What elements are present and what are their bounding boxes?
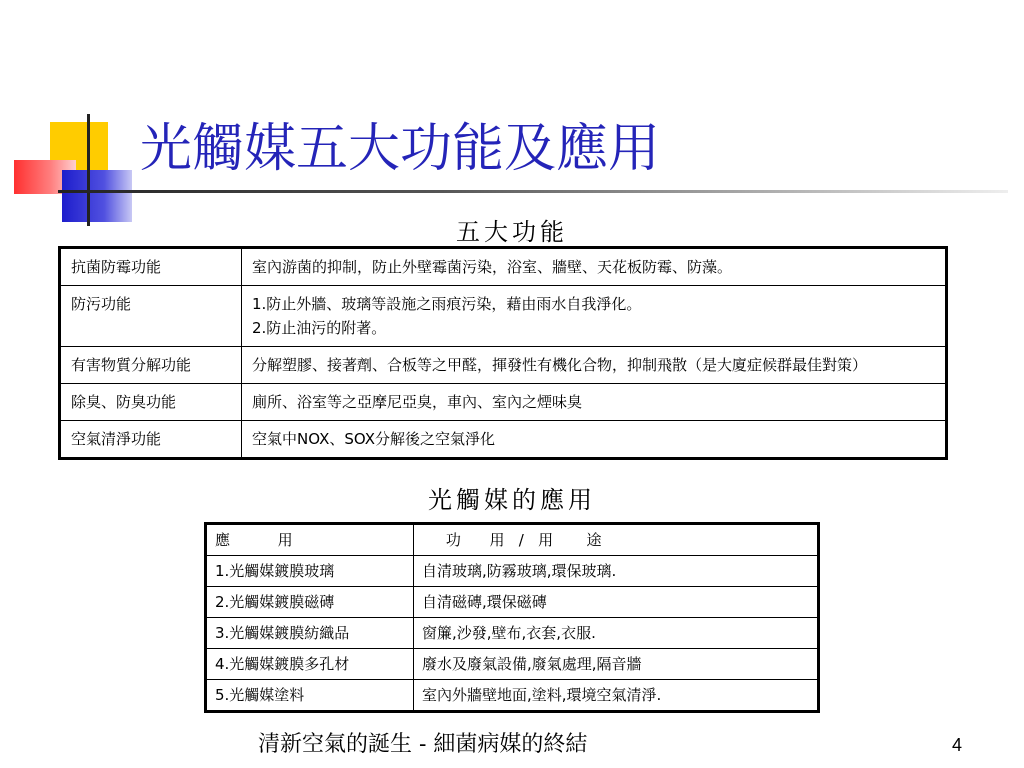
functions-heading: 五大功能	[456, 218, 568, 246]
application-row	[206, 587, 819, 618]
applications-table	[204, 522, 820, 713]
application-use: 窗簾,沙發,壁布,衣套,衣服.	[414, 618, 819, 649]
function-description-line: 空氣中NOX、SOX分解後之空氣淨化	[252, 430, 495, 448]
function-name: 有害物質分解功能	[60, 347, 242, 384]
function-name: 防污功能	[60, 286, 242, 347]
function-name: 空氣清淨功能	[60, 421, 242, 459]
application-name: 3.光觸媒鍍膜紡織品	[206, 618, 414, 649]
function-description-line: 廁所、浴室等之亞摩尼亞臭，車內、室內之煙味臭	[252, 393, 583, 411]
application-use: 廢水及廢氣設備,廢氣處理,隔音牆	[414, 649, 819, 680]
application-row	[206, 556, 819, 587]
applications-heading: 光觸媒的應用	[428, 486, 596, 514]
application-row	[206, 680, 819, 712]
footer-text: 清新空氣的誕生 - 細菌病媒的終結	[258, 732, 588, 757]
header-use: 功 用 / 用 途	[414, 524, 819, 556]
application-use: 室內外牆壁地面,塗料,環境空氣清淨.	[414, 680, 819, 712]
function-row	[60, 347, 947, 384]
function-name: 除臭、防臭功能	[60, 384, 242, 421]
function-description	[242, 421, 947, 459]
application-name: 4.光觸媒鍍膜多孔材	[206, 649, 414, 680]
function-description	[242, 286, 947, 347]
page-number: 4	[952, 735, 963, 755]
function-row	[60, 421, 947, 459]
function-row	[60, 248, 947, 286]
function-description-line: 分解塑膠、接著劑、合板等之甲醛，揮發性有機化合物，抑制飛散（是大廈症候群最佳對策）	[252, 356, 868, 374]
decor-vertical-line	[87, 114, 90, 226]
application-name: 1.光觸媒鍍膜玻璃	[206, 556, 414, 587]
function-row	[60, 384, 947, 421]
applications-table-body	[206, 556, 819, 712]
page-title: 光觸媒五大功能及應用	[140, 119, 661, 179]
functions-table	[58, 246, 948, 460]
title-underline	[58, 190, 1008, 193]
function-row	[60, 286, 947, 347]
application-use: 自清磁磚,環保磁磚	[414, 587, 819, 618]
decor-blue-square	[62, 170, 132, 222]
function-description	[242, 347, 947, 384]
header-application: 應 用	[206, 524, 414, 556]
application-row	[206, 649, 819, 680]
functions-table-body	[60, 248, 947, 459]
function-description	[242, 384, 947, 421]
application-name: 2.光觸媒鍍膜磁磚	[206, 587, 414, 618]
application-name: 5.光觸媒塗料	[206, 680, 414, 712]
application-row	[206, 618, 819, 649]
function-description-line: 室內游菌的抑制，防止外壁霉菌污染，浴室、牆壁、天花板防霉、防藻。	[252, 258, 733, 276]
applications-header-row	[206, 524, 819, 556]
function-description-line: 2.防止油污的附著。	[252, 319, 387, 337]
function-description-line: 1.防止外牆、玻璃等設施之雨痕污染，藉由雨水自我淨化。	[252, 295, 642, 313]
function-name: 抗菌防霉功能	[60, 248, 242, 286]
function-description	[242, 248, 947, 286]
application-use: 自清玻璃,防霧玻璃,環保玻璃.	[414, 556, 819, 587]
